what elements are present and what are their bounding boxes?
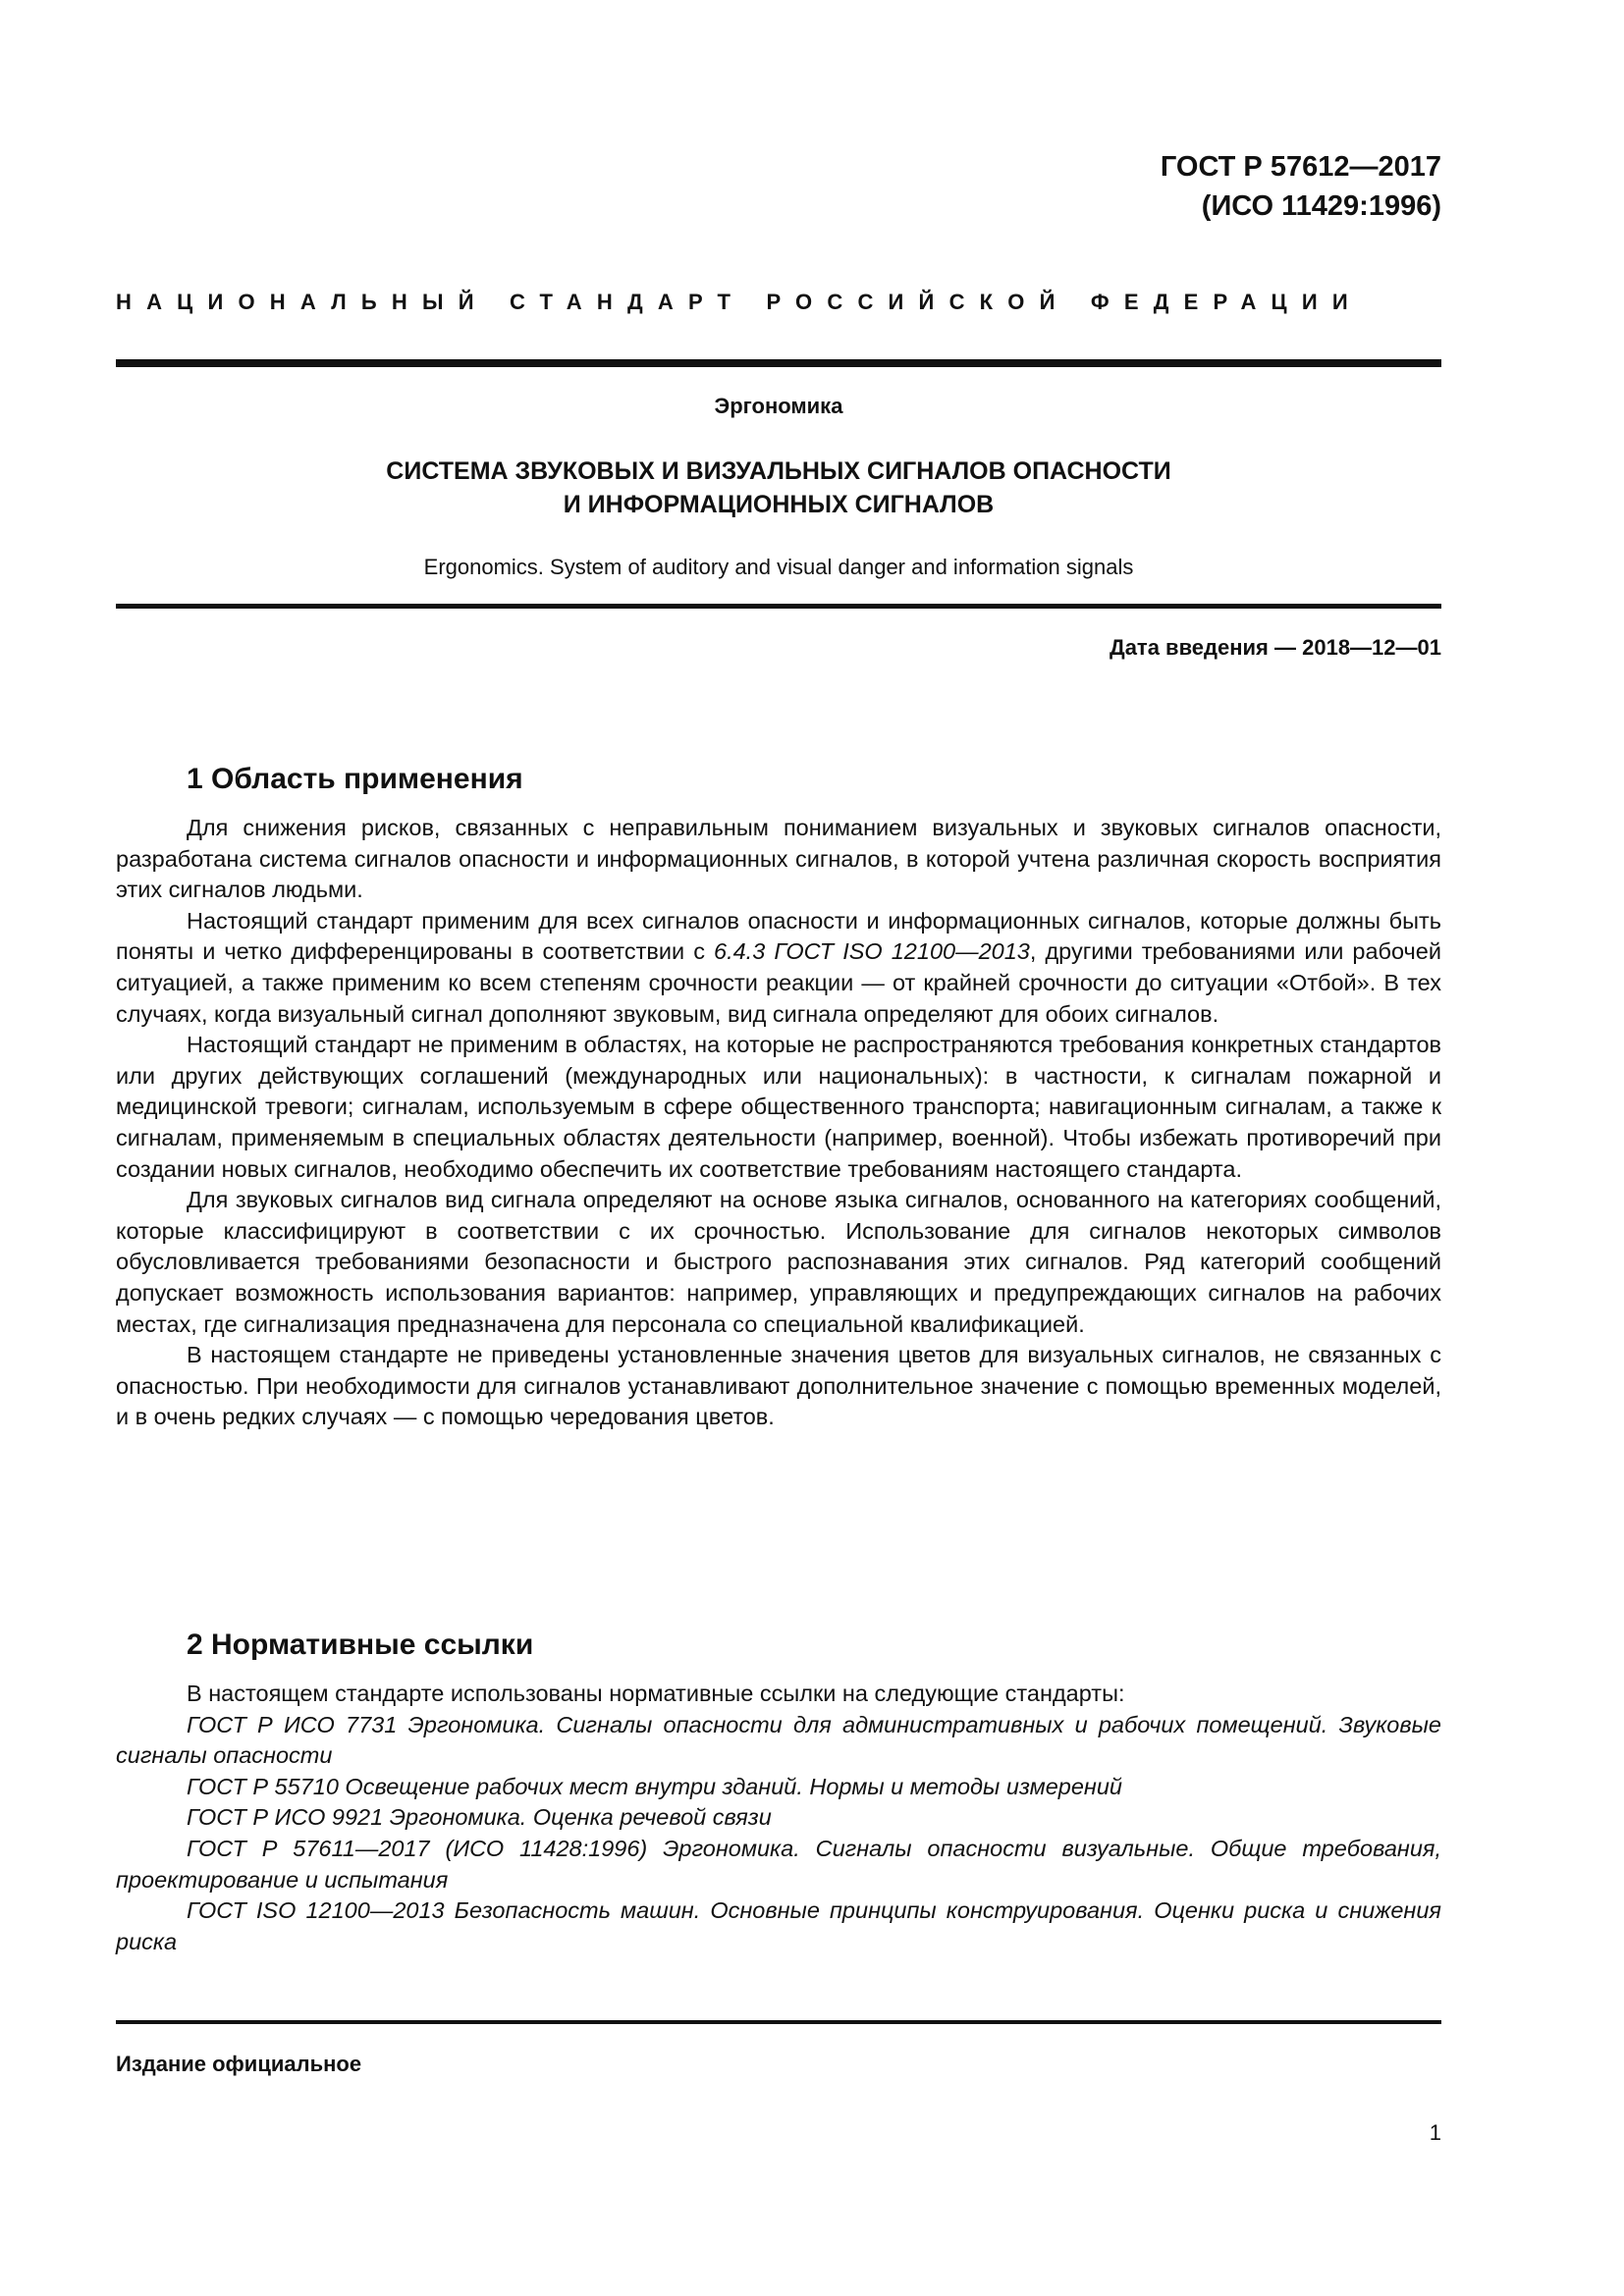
reference-item: ГОСТ Р 57611—2017 (ИСО 11428:1996) Эргономика. Сигналы опасности визуальные. Общие требования, проектирование и испытания [116, 1835, 1441, 1893]
paragraph: Для снижения рисков, связанных с неправильным пониманием визуальных и звуковых сигналов опасности, разработана система сигналов опасности и информационных сигналов, в которой учтена различная скорость восприятия этих сигналов людьми. [116, 815, 1441, 903]
iso-code: (ИСО 11429:1996) [1201, 190, 1441, 222]
section-heading: 2 Нормативные ссылки [187, 1629, 534, 1661]
standard-reference: 6.4.3 ГОСТ ISO 12100—2013 [714, 938, 1030, 965]
document-title [116, 454, 1441, 521]
reference-item: ГОСТ Р ИСО 7731 Эргономика. Сигналы опасности для административных и рабочих помещений. Звуковые сигналы опасности [116, 1711, 1441, 1769]
reference-item: ГОСТ Р ИСО 9921 Эргономика. Оценка речевой связи [187, 1804, 772, 1831]
paragraph-text: , другими требованиями или рабочей ситуацией, а также применим ко всем степеням срочности реакции — от крайней срочности до ситуации «Отбой». В тех случаях, когда визуальный сигнал дополняют звуковым, вид сигнала определяют для обоих сигналов. [116, 938, 1441, 1027]
page-number: 1 [1429, 2120, 1441, 2145]
reference-item: ГОСТ ISO 12100—2013 Безопасность машин. Основные принципы конструирования. Оценки риска и снижения риска [116, 1897, 1441, 1954]
paragraph: В настоящем стандарте не приведены установленные значения цветов для визуальных сигналов, не связанных с опасностью. При необходимости для сигналов устанавливают дополнительное значение с помощью временных моделей, и в очень редких случаях — с помощью чередования цветов. [116, 1342, 1441, 1430]
standard-code-block [1161, 147, 1441, 226]
introduction-date: Дата введения — 2018—12—01 [1110, 635, 1441, 660]
english-title: Ergonomics. System of auditory and visual danger and information signals [423, 555, 1134, 579]
section-normative-references [116, 1626, 1441, 1957]
header-divider [116, 359, 1441, 367]
footer-divider [116, 2020, 1441, 2024]
section-scope [116, 760, 1441, 1433]
title-line-1: СИСТЕМА ЗВУКОВЫХ И ВИЗУАЛЬНЫХ СИГНАЛОВ ОПАСНОСТИ [386, 457, 1171, 485]
reference-item: ГОСТ Р 55710 Освещение рабочих мест внутри зданий. Нормы и методы измерений [187, 1773, 1122, 1799]
title-divider [116, 604, 1441, 609]
title-line-2: И ИНФОРМАЦИОННЫХ СИГНАЛОВ [563, 491, 995, 518]
paragraph-text: Настоящий стандарт применим для всех сигналов опасности и информационных сигналов, которые должны быть поняты и четко дифференцированы в соответствии с [116, 907, 1441, 965]
national-standard-banner: НАЦИОНАЛЬНЫЙ СТАНДАРТ РОССИЙСКОЙ ФЕДЕРАЦИИ [116, 290, 1363, 314]
subject-heading: Эргономика [714, 394, 843, 418]
edition-label: Издание официальное [116, 2052, 362, 2076]
standard-code: ГОСТ Р 57612—2017 [1160, 151, 1441, 183]
paragraph [116, 906, 1441, 1030]
paragraph: Настоящий стандарт не применим в областях, на которые не распространяются требования конкретных стандартов или других действующих соглашений (международных или национальных): в частности, к сигналам пожарной и медицинской тревоги; сигналам, используемым в сфере общественного транспорта; навигационным сигналам, а также к сигналам, применяемым в специальных областях деятельности (например, военной). Чтобы избежать противоречий при создании новых сигналов, необходимо обеспечить их соответствие требованиям настоящего стандарта. [116, 1032, 1441, 1182]
paragraph: В настоящем стандарте использованы нормативные ссылки на следующие стандарты: [187, 1681, 1125, 1706]
section-heading: 1 Область применения [187, 763, 523, 795]
paragraph: Для звуковых сигналов вид сигнала определяют на основе языка сигналов, основанного на категориях сообщений, которые классифицируют в соответствии с их срочностью. Использование для сигналов некоторых символов обусловливается требованиями безопасности и быстрого распознавания этих сигналов. Ряд категорий сообщений допускает возможность использования вариантов: например, управляющих и предупреждающих сигналов на рабочих местах, где сигнализация предназначена для персонала со специальной квалификацией. [116, 1187, 1441, 1337]
